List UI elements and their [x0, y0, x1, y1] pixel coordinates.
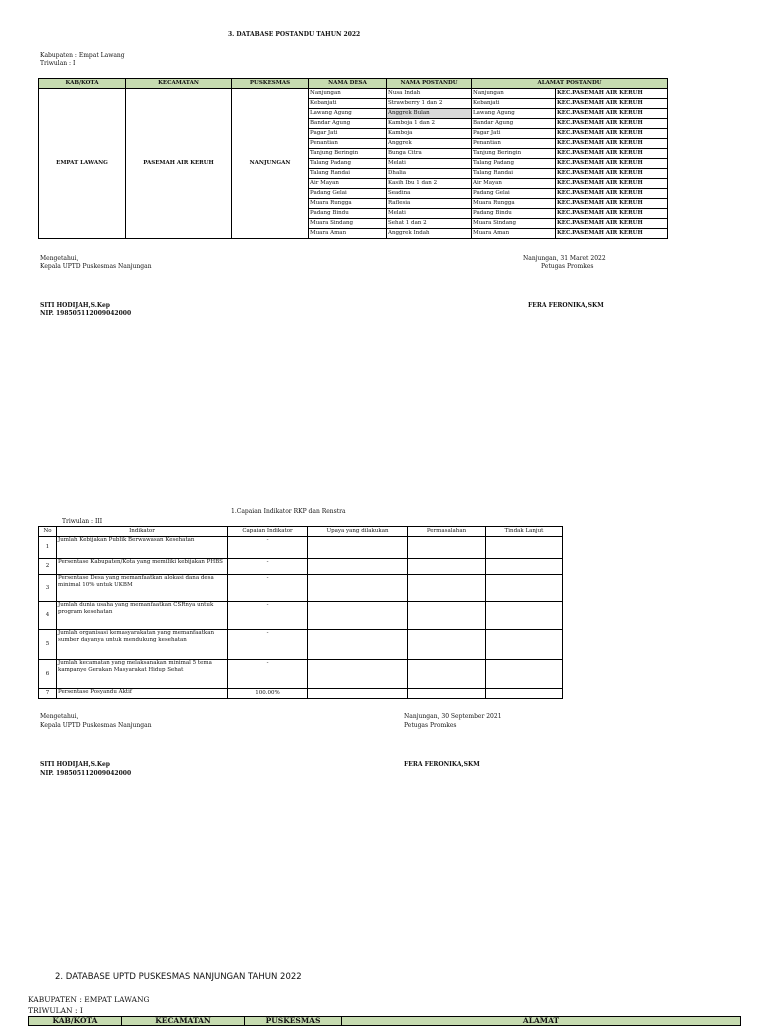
desa-cell: Muara Sindang	[309, 219, 387, 229]
table-row	[39, 537, 563, 559]
header-permasalahan: Permasalahan	[408, 527, 486, 537]
s2-sign-right-1: Nanjungan, 30 September 2021	[404, 713, 502, 720]
indikator-cell: Jumlah kecamatan yang melaksanakan minimal 5 tema kampanye Gerakan Masyarakat Hidup Sehat	[57, 660, 228, 689]
s1-sign-right-2: Petugas Promkes	[541, 263, 594, 270]
postandu-cell: Raflesia	[387, 199, 472, 209]
kecamatan-alamat-cell: KEC.PASEMAH AIR KERUH	[556, 99, 668, 109]
row-number: 2	[39, 559, 57, 575]
alamat-cell: Muara Sindang	[472, 219, 556, 229]
header-nama-postandu: NAMA POSTANDU	[387, 79, 472, 89]
upaya-cell	[308, 630, 408, 660]
alamat-cell: Muara Rungga	[472, 199, 556, 209]
desa-cell: Kebanjati	[309, 99, 387, 109]
tindak-lanjut-cell	[486, 630, 563, 660]
postandu-cell: Anggrek Indah	[387, 229, 472, 239]
tindak-lanjut-cell	[486, 537, 563, 559]
header-tindak-lanjut: Tindak Lanjut	[486, 527, 563, 537]
capaian-cell: 100.00%	[228, 689, 308, 699]
postandu-cell: Seadina	[387, 189, 472, 199]
permasalahan-cell	[408, 660, 486, 689]
header-kecamatan: KECAMATAN	[122, 1017, 245, 1026]
desa-cell: Padang Bindu	[309, 209, 387, 219]
capaian-cell: -	[228, 559, 308, 575]
alamat-cell: Pagar Jati	[472, 129, 556, 139]
postandu-cell: Anggrek	[387, 139, 472, 149]
alamat-cell: Nanjungan	[472, 89, 556, 99]
indikator-cell: Jumlah Kebijakan Publik Berwawasan Kesehatan	[57, 537, 228, 559]
permasalahan-cell	[408, 602, 486, 630]
row-number: 6	[39, 660, 57, 689]
row-number: 7	[39, 689, 57, 699]
postandu-cell: Strawberry 1 dan 2	[387, 99, 472, 109]
desa-cell: Talang Randai	[309, 169, 387, 179]
alamat-cell: Penantian	[472, 139, 556, 149]
alamat-cell: Muara Aman	[472, 229, 556, 239]
s1-sign-left-2: Kepala UPTD Puskesmas Nanjungan	[40, 263, 152, 270]
header-capaian: Capaian Indikator	[228, 527, 308, 537]
capaian-cell: -	[228, 602, 308, 630]
s2-sign-right-name: FERA FERONIKA,SKM	[404, 761, 480, 768]
section1-title: 3. DATABASE POSTANDU TAHUN 2022	[228, 31, 361, 38]
table-row	[39, 575, 563, 602]
postandu-cell: Nusa Indah	[387, 89, 472, 99]
header-kab-kota: KAB/KOTA	[29, 1017, 122, 1026]
postandu-cell: Kamboja	[387, 129, 472, 139]
capaian-cell: -	[228, 575, 308, 602]
desa-cell: Lawang Agung	[309, 109, 387, 119]
header-kab-kota: KAB/KOTA	[39, 79, 126, 89]
s1-sign-right-name: FERA FERONIKA,SKM	[528, 302, 604, 309]
kecamatan-alamat-cell: KEC.PASEMAH AIR KERUH	[556, 149, 668, 159]
postandu-cell: Anggrek Bulan	[387, 109, 472, 119]
table-row	[39, 559, 563, 575]
desa-cell: Pagar Jati	[309, 129, 387, 139]
alamat-cell: Tanjung Beringin	[472, 149, 556, 159]
row-number: 4	[39, 602, 57, 630]
puskesmas-cell: NANJUNGAN	[232, 89, 309, 239]
permasalahan-cell	[408, 537, 486, 559]
postandu-cell: Melati	[387, 159, 472, 169]
tindak-lanjut-cell	[486, 689, 563, 699]
table-row	[39, 89, 668, 99]
kecamatan-alamat-cell: KEC.PASEMAH AIR KERUH	[556, 139, 668, 149]
kecamatan-alamat-cell: KEC.PASEMAH AIR KERUH	[556, 189, 668, 199]
indikator-cell: Jumlah organisasi kemasyarakatan yang memanfaatkan sumber dayanya untuk mendukung kesehatan	[57, 630, 228, 660]
s2-sign-left-2: Kepala UPTD Puskesmas Nanjungan	[40, 722, 152, 729]
s1-sign-left-name: SITI HODIJAH,S.Kep	[40, 302, 110, 309]
postandu-cell: Bunga Citra	[387, 149, 472, 159]
upaya-cell	[308, 602, 408, 630]
kecamatan-alamat-cell: KEC.PASEMAH AIR KERUH	[556, 129, 668, 139]
header-puskesmas: PUSKESMAS	[245, 1017, 342, 1026]
desa-cell: Padang Gelai	[309, 189, 387, 199]
capaian-cell: -	[228, 660, 308, 689]
upaya-cell	[308, 689, 408, 699]
alamat-cell: Padang Bindu	[472, 209, 556, 219]
tindak-lanjut-cell	[486, 559, 563, 575]
kecamatan-alamat-cell: KEC.PASEMAH AIR KERUH	[556, 89, 668, 99]
indikator-table	[38, 526, 563, 699]
header-indikator: Indikator	[57, 527, 228, 537]
alamat-cell: Kebanjati	[472, 99, 556, 109]
alamat-cell: Padang Gelai	[472, 189, 556, 199]
table-row	[39, 630, 563, 660]
tindak-lanjut-cell	[486, 660, 563, 689]
upaya-cell	[308, 575, 408, 602]
header-alamat: ALAMAT	[342, 1017, 741, 1026]
desa-cell: Air Mayan	[309, 179, 387, 189]
section3-title: 2. DATABASE UPTD PUSKESMAS NANJUNGAN TAHUN 2022	[55, 972, 302, 982]
postandu-cell: Dhalia	[387, 169, 472, 179]
capaian-cell: -	[228, 630, 308, 660]
indikator-cell: Jumlah dunia usaha yang memanfaatkan CSRnya untuk program kesehatan	[57, 602, 228, 630]
s1-sign-left-nip: NIP. 198505112009042000	[40, 310, 132, 317]
capaian-cell: -	[228, 537, 308, 559]
s2-sign-left-nip: NIP. 198505112009042000	[40, 770, 132, 777]
header-nama-desa: NAMA DESA	[309, 79, 387, 89]
desa-cell: Bandar Agung	[309, 119, 387, 129]
postandu-cell: Melati	[387, 209, 472, 219]
tindak-lanjut-cell	[486, 575, 563, 602]
alamat-cell: Talang Randai	[472, 169, 556, 179]
tindak-lanjut-cell	[486, 602, 563, 630]
kecamatan-alamat-cell: KEC.PASEMAH AIR KERUH	[556, 179, 668, 189]
postandu-table	[38, 78, 668, 239]
kecamatan-alamat-cell: KEC.PASEMAH AIR KERUH	[556, 199, 668, 209]
indikator-cell: Persentase Posyandu Aktif	[57, 689, 228, 699]
kecamatan-alamat-cell: KEC.PASEMAH AIR KERUH	[556, 119, 668, 129]
upaya-cell	[308, 537, 408, 559]
desa-cell: Muara Rungga	[309, 199, 387, 209]
indikator-cell: Persentase Kabupaten/Kota yang memiliki kebijakan PHBS	[57, 559, 228, 575]
s2-sign-right-2: Petugas Promkes	[404, 722, 457, 729]
kecamatan-alamat-cell: KEC.PASEMAH AIR KERUH	[556, 169, 668, 179]
kecamatan-cell: PASEMAH AIR KERUH	[126, 89, 232, 239]
header-kecamatan: KECAMATAN	[126, 79, 232, 89]
kecamatan-alamat-cell: KEC.PASEMAH AIR KERUH	[556, 229, 668, 239]
upaya-cell	[308, 559, 408, 575]
section2-title: 1.Capaian Indikator RKP dan Renstra	[231, 508, 346, 515]
s2-sign-left-name: SITI HODIJAH,S.Kep	[40, 761, 110, 768]
row-number: 5	[39, 630, 57, 660]
kecamatan-alamat-cell: KEC.PASEMAH AIR KERUH	[556, 159, 668, 169]
alamat-cell: Talang Padang	[472, 159, 556, 169]
header-alamat-postandu: ALAMAT POSTANDU	[472, 79, 668, 89]
postandu-cell: Sehat 1 dan 2	[387, 219, 472, 229]
table-header-row	[39, 527, 563, 537]
s1-sign-left-1: Mengetahui,	[40, 255, 79, 262]
alamat-cell: Air Mayan	[472, 179, 556, 189]
section1-kabupaten: Kabupaten : Empat Lawang	[40, 52, 125, 59]
postandu-cell: Kamboja 1 dan 2	[387, 119, 472, 129]
s1-sign-right-1: Nanjungan, 31 Maret 2022	[523, 255, 606, 262]
postandu-cell: Kasih Ibu 1 dan 2	[387, 179, 472, 189]
indikator-cell: Persentase Desa yang memanfaatkan alokasi dana desa minimal 10% untuk UKBM	[57, 575, 228, 602]
desa-cell: Nanjungan	[309, 89, 387, 99]
table-row	[39, 689, 563, 699]
header-no: No	[39, 527, 57, 537]
section3-triwulan: TRIWULAN : I	[28, 1006, 83, 1015]
permasalahan-cell	[408, 575, 486, 602]
header-puskesmas: PUSKESMAS	[232, 79, 309, 89]
alamat-cell: Bandar Agung	[472, 119, 556, 129]
kecamatan-alamat-cell: KEC.PASEMAH AIR KERUH	[556, 219, 668, 229]
upaya-cell	[308, 660, 408, 689]
desa-cell: Talang Padang	[309, 159, 387, 169]
header-upaya: Upaya yang dilakukan	[308, 527, 408, 537]
desa-cell: Tanjung Beringin	[309, 149, 387, 159]
s2-sign-left-1: Mengetahui,	[40, 713, 79, 720]
section2-triwulan: Triwulan : III	[62, 518, 103, 525]
section1-triwulan: Triwulan : I	[40, 60, 76, 67]
desa-cell: Penantian	[309, 139, 387, 149]
section3-kabupaten: KABUPATEN : EMPAT LAWANG	[28, 995, 150, 1004]
alamat-cell: Lawang Agung	[472, 109, 556, 119]
table-row	[39, 660, 563, 689]
kecamatan-alamat-cell: KEC.PASEMAH AIR KERUH	[556, 209, 668, 219]
permasalahan-cell	[408, 559, 486, 575]
table-row	[39, 602, 563, 630]
kecamatan-alamat-cell: KEC.PASEMAH AIR KERUH	[556, 109, 668, 119]
row-number: 3	[39, 575, 57, 602]
row-number: 1	[39, 537, 57, 559]
permasalahan-cell	[408, 689, 486, 699]
table-header-row	[39, 79, 668, 89]
desa-cell: Muara Aman	[309, 229, 387, 239]
permasalahan-cell	[408, 630, 486, 660]
database-table	[28, 1016, 741, 1026]
table-header-row	[29, 1017, 741, 1026]
kab-kota-cell: EMPAT LAWANG	[39, 89, 126, 239]
